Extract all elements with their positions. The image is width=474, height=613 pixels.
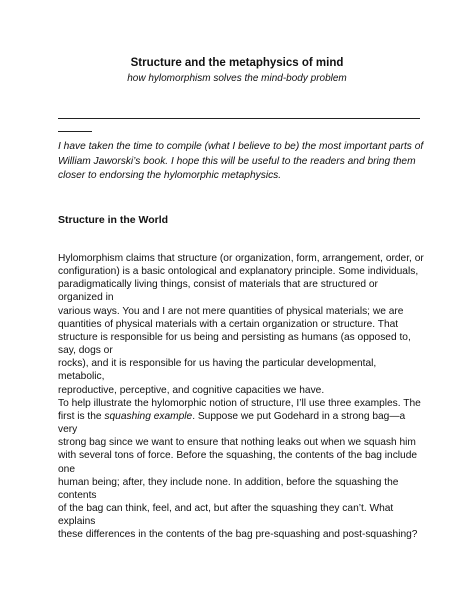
body-line: configuration) is a basic ontological and explanatory principle. Some individuals, <box>58 266 419 278</box>
body-line: strong bag since we want to ensure that nothing leaks out when we squash him <box>58 437 416 449</box>
body-line: various ways. You and I are not mere quantities of physical materials; we are <box>58 305 404 317</box>
body-line: one <box>58 463 75 475</box>
body-line: with several tons of force. Before the squashing, the contents of the bag include <box>58 450 418 462</box>
body-line: structure is responsible for us being and persisting as humans (as opposed to, <box>58 331 411 343</box>
body-line: Hylomorphism claims that structure (or organization, form, arrangement, order, or <box>58 253 424 264</box>
body-line: human being; after, they include none. In addition, before the squashing the <box>58 476 399 488</box>
body-line: explains <box>58 516 96 528</box>
document-subtitle: how hylomorphism solves the mind-body problem <box>127 73 347 84</box>
body-line: these differences in the contents of the bag pre-squashing and post-squashing? <box>58 529 418 541</box>
body-line: very <box>58 424 78 436</box>
intro-paragraph <box>58 140 428 184</box>
body-line: paradigmatically living things, consist of materials that are structured or <box>58 279 378 291</box>
emphasis-squashing-example: squashing example <box>104 410 193 422</box>
section-heading: Structure in the World <box>58 214 169 226</box>
body-text: . Suppose we put Godehard in a strong bag—a <box>192 410 406 422</box>
body-line: of the bag can think, feel, and act, but after the squashing they can’t. What <box>58 502 394 514</box>
body-line: reproductive, perceptive, and cognitive capacities we have. <box>58 384 325 396</box>
body-line: quantities of physical materials with a certain organization or structure. That <box>58 318 399 330</box>
intro-line: closer to endorsing the hylomorphic metaphysics. <box>58 170 282 181</box>
body-line: To help illustrate the hylomorphic notion of structure, I’ll use three examples. The <box>58 397 421 409</box>
body-line-squashing <box>58 410 428 423</box>
body-line: say, dogs or <box>58 345 113 357</box>
body-line: organized in <box>58 292 114 304</box>
body-line: rocks), and it is responsible for us having the particular developmental, <box>58 358 377 370</box>
body-paragraph <box>58 252 428 541</box>
intro-line: I have taken the time to compile (what I believe to be) the most important parts of <box>58 141 424 152</box>
body-line: contents <box>58 489 97 501</box>
body-line: metabolic, <box>58 371 105 383</box>
intro-line: William Jaworski’s book. I hope this will be useful to the readers and bring them <box>58 155 416 167</box>
horizontal-rule-short <box>58 131 92 132</box>
document-title: Structure and the metaphysics of mind <box>130 57 344 69</box>
horizontal-rule <box>58 118 420 119</box>
body-text: first is the <box>58 410 105 422</box>
